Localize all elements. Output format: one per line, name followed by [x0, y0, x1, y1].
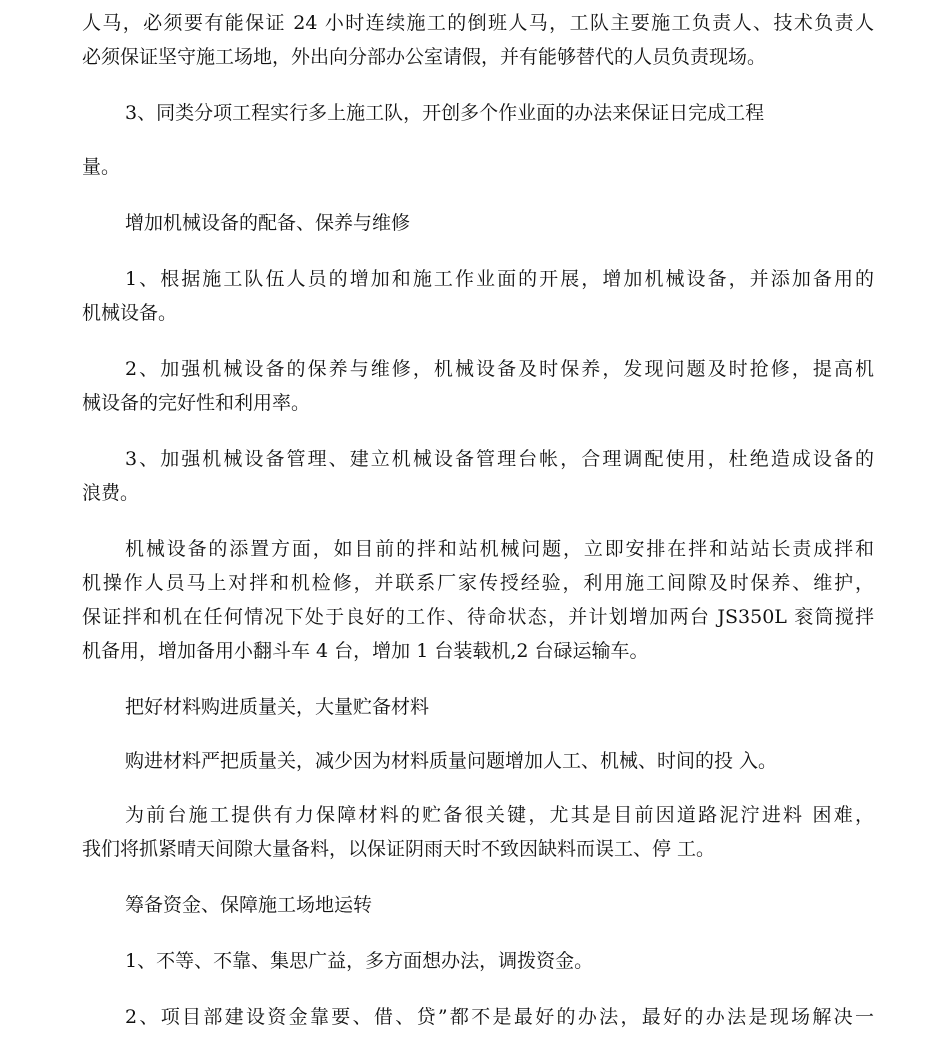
paragraph — [82, 944, 874, 978]
paragraph — [82, 352, 874, 420]
paragraph — [82, 262, 874, 330]
paragraph-gap — [82, 240, 874, 262]
text-line: 1、不等、不靠、集思广益，多方面想办法，调拨资金。 — [125, 950, 594, 972]
paragraph — [82, 1000, 874, 1034]
paragraph-gap — [82, 130, 874, 150]
paragraph — [82, 6, 874, 74]
text-line: 1、根据施工队伍人员的增加和施工作业面的开展，增加机械设备，并添加备用的 — [125, 268, 874, 290]
paragraph — [82, 442, 874, 510]
text-line: 把好材料购进质量关，大量贮备材料 — [125, 696, 430, 718]
paragraph — [82, 532, 874, 668]
text-line: 机械设备。 — [82, 302, 178, 324]
paragraph — [82, 150, 874, 184]
paragraph-gap — [82, 420, 874, 442]
paragraph-gap — [82, 978, 874, 1000]
paragraph-gap — [82, 74, 874, 96]
text-line: 机械设备的添置方面，如目前的拌和站机械问题，立即安排在拌和站站长责成拌和 — [125, 538, 874, 560]
text-line: 保证拌和机在任何情况下处于良好的工作、待命状态，并计划增加两台 JS350L 衮筒搅拌 — [82, 606, 874, 628]
text-line: 浪费。 — [82, 482, 140, 504]
text-line: 人马，必须要有能保证 24 小时连续施工的倒班人马，工队主要施工负责人、技术负责人 — [82, 12, 874, 34]
text-line: 购进材料严把质量关，减少因为材料质量问题增加人工、机械、时间的投 入。 — [125, 750, 778, 772]
text-line: 2、项目部建设资金靠要、借、贷”都不是最好的办法，最好的办法是现场解决一 — [125, 1006, 874, 1028]
paragraph-gap — [82, 668, 874, 690]
text-line: 量。 — [82, 156, 121, 178]
text-line: 增加机械设备的配备、保养与维修 — [125, 212, 411, 234]
paragraph-gap — [82, 922, 874, 944]
paragraph-gap — [82, 866, 874, 888]
paragraph — [82, 798, 874, 866]
text-line: 必须保证坚守施工场地，外出向分部办公室请假，并有能够替代的人员负责现场。 — [82, 46, 767, 68]
paragraph-gap — [82, 184, 874, 206]
text-line: 机操作人员马上对拌和机检修，并联系厂家传授经验，利用施工间隙及时保养、维护， — [82, 572, 874, 594]
paragraph-gap — [82, 510, 874, 532]
text-line: 械设备的完好性和利用率。 — [82, 392, 311, 414]
text-line: 3、同类分项工程实行多上施工队，开创多个作业面的办法来保证日完成工程 — [125, 102, 765, 124]
text-line: 筹备资金、保障施工场地运转 — [125, 894, 373, 916]
paragraph-gap — [82, 330, 874, 352]
section-heading — [82, 690, 874, 724]
text-line: 3、加强机械设备管理、建立机械设备管理台帐，合理调配使用，杜绝造成设备的 — [125, 448, 874, 470]
paragraph — [82, 96, 874, 130]
paragraph — [82, 744, 874, 778]
text-line: 为前台施工提供有力保障材料的贮备很关键，尤其是目前因道路泥泞进料 困难， — [125, 804, 874, 826]
paragraph-gap — [82, 724, 874, 744]
paragraph-gap — [82, 778, 874, 798]
section-heading — [82, 888, 874, 922]
text-line: 机备用，增加备用小翻斗车 4 台，增加 1 台装载机,2 台碌运输车。 — [82, 640, 649, 662]
text-line: 我们将抓紧晴天间隙大量备料，以保证阴雨天时不致因缺料而误工、停 工。 — [82, 838, 716, 860]
section-heading — [82, 206, 874, 240]
document-page — [82, 6, 874, 1034]
text-line: 2、加强机械设备的保养与维修，机械设备及时保养，发现问题及时抢修，提高机 — [125, 358, 874, 380]
